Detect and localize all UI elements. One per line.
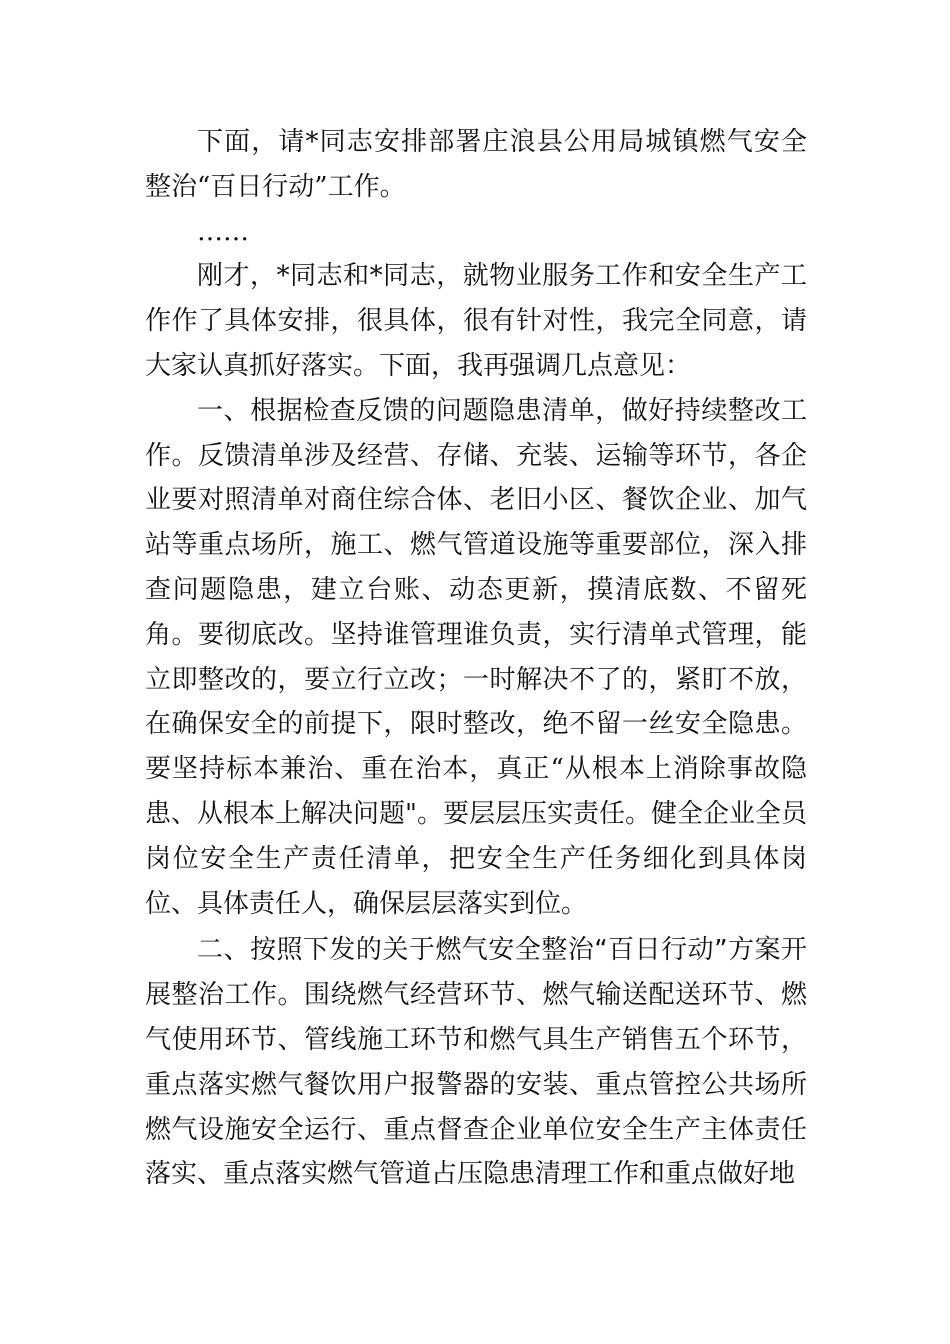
- point-one-heading: 一、根据检查反馈的问题隐患清单，做好持续整改工作。: [145, 395, 807, 471]
- paragraph-ellipsis: [145, 210, 807, 255]
- paragraph-remarks-text: 刚才，*同志和*同志，就物业服务工作和安全生产工作作了具体安排，很具体，很有针对性，我完全同意，请大家认真抓好落实。下面，我再强调几点意见：: [145, 261, 807, 381]
- paragraph-intro: [145, 120, 807, 210]
- paragraph-ellipsis-text: ……: [197, 216, 249, 247]
- point-one-text: 反馈清单涉及经营、存储、充装、运输等环节，各企业要对照清单对商住综合体、老旧小区、餐饮企业、加气站等重点场所，施工、燃气管道设施等重要部位，深入排查问题隐患，建立台账、动态更新，摸清底数、不留死角。要彻底改。坚持谁管理谁负责，实行清单式管理，能立即整改的，要立行立改；一时解决不了的，紧盯不放，在确保安全的前提下，限时整改，绝不留一丝安全隐患。要坚持标本兼治、重在治本，真正“从根本上消除事故隐患、从根本上解决问题"。要层层压实责任。健全企业全员岗位安全生产责任清单，把安全生产任务细化到具体岗位、具体责任人，确保层层落实到位。: [145, 440, 807, 919]
- paragraph-point-two: [145, 928, 807, 1197]
- point-two-text: 围绕燃气经营环节、燃气输送配送环节、燃气使用环节、管线施工环节和燃气具生产销售五个环节，重点落实燃气餐饮用户报警器的安装、重点管控公共场所燃气设施安全运行、重点督查企业单位安全生产主体责任落实、重点落实燃气管道占压隐患清理工作和重点做好地: [145, 980, 807, 1190]
- paragraph-point-one: [145, 389, 807, 927]
- paragraph-intro-text: 下面，请*同志安排部署庄浪县公用局城镇燃气安全整治“百日行动”工作。: [145, 127, 807, 202]
- point-two-heading: 二、按照下发的关于燃气安全整治“百日行动”方案开展整治工作。: [145, 935, 807, 1011]
- paragraph-remarks: [145, 254, 807, 388]
- document-body: [145, 120, 807, 1197]
